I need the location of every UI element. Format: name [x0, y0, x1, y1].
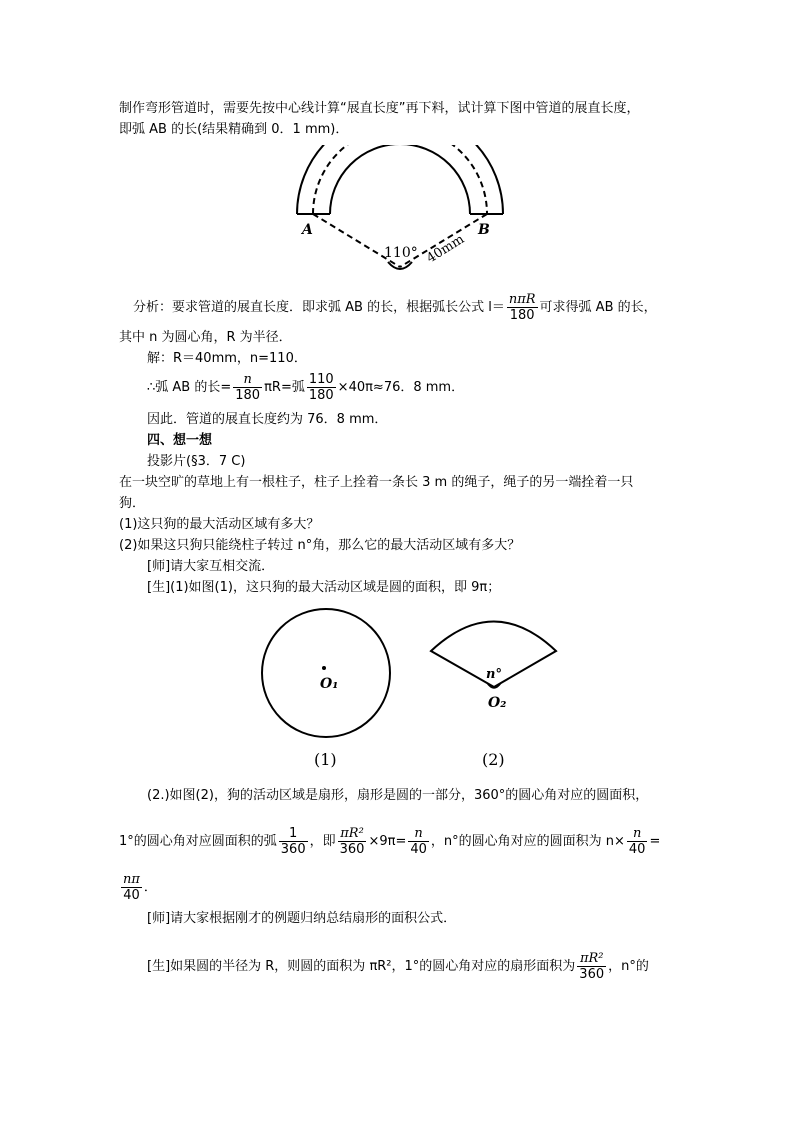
- answer2-fraction-2-num: πR²: [338, 826, 367, 842]
- answer2-fraction-3-num: n: [408, 826, 429, 842]
- calc-fraction-1: [233, 372, 262, 403]
- answer2-fraction-4-den: 40: [628, 842, 646, 857]
- answer2-result-den: 40: [123, 888, 140, 903]
- angle-label: 110°: [384, 245, 418, 261]
- arc-length-formula: [507, 292, 538, 323]
- answer2-result-num: nπ: [123, 872, 140, 887]
- answer2-fraction-3-den: 40: [410, 842, 427, 857]
- calc-fraction-1-den: 180: [235, 388, 261, 403]
- answer2-a: ，即: [309, 834, 336, 849]
- answer2-d: =: [649, 834, 661, 849]
- calc-fraction-2-den: 180: [308, 388, 334, 403]
- arc-length-formula-den: 180: [509, 308, 535, 323]
- answer2-fraction-1-num: 1: [279, 826, 308, 842]
- question-1: (1)这只狗的最大活动区域有多大？: [119, 517, 320, 532]
- solution-given: 解：R＝40mm，n=110．: [147, 351, 307, 366]
- sector-area-num: πR²: [577, 951, 606, 967]
- sector-area-fraction: [577, 951, 606, 982]
- section-heading: 四、想一想: [147, 433, 213, 448]
- teacher-1: [师]请大家互相交流．: [147, 559, 275, 574]
- answer2-result-post: ．: [143, 880, 157, 895]
- answer2-fraction-1-den: 360: [280, 842, 306, 857]
- full-circle: [262, 609, 390, 737]
- answer2-fraction-2: [338, 826, 367, 857]
- calc-post: ×40π≈76．8 mm．: [337, 380, 465, 395]
- solution-calc: [147, 372, 464, 403]
- label-b: B: [478, 222, 490, 238]
- analysis-post: 可求得弧 AB 的长，: [539, 300, 657, 315]
- teacher-2: [师]请大家根据刚才的例题归纳总结扇形的面积公式．: [147, 911, 457, 926]
- caption-2: (2): [482, 750, 505, 769]
- answer2-line-3: [119, 872, 157, 903]
- calc-fraction-2: [307, 372, 336, 403]
- student-2-pre: [生]如果圆的半径为 R，则圆的面积为 πR²，1°的圆心角对应的扇形面积为: [147, 959, 576, 974]
- analysis-line-2: 其中 n 为圆心角，R 为半径．: [119, 330, 292, 345]
- answer2-fraction-4-num: n: [627, 826, 648, 842]
- calc-fraction-2-num: 110: [308, 372, 334, 387]
- student-1: [生](1)如图(1)，这只狗的最大活动区域是圆的面积，即 9π；: [147, 580, 501, 595]
- student-2-post: ，n°的: [608, 959, 649, 974]
- pipe-inner-arc: [330, 145, 470, 214]
- question-2: (2)如果这只狗只能绕柱子转过 n°角，那么它的最大活动区域有多大？: [119, 538, 521, 553]
- analysis-line-1: [133, 292, 657, 323]
- sector-center-label: O₂: [488, 695, 507, 711]
- answer2-fraction-2-den: 360: [339, 842, 365, 857]
- answer2-fraction-4: [627, 826, 648, 857]
- label-a: A: [302, 222, 313, 238]
- answer2-line-1: (2.)如图(2)，狗的活动区域是扇形，扇形是圆的一部分，360°的圆心角对应的圆面积，: [147, 788, 649, 803]
- answer2-line-2: [119, 826, 660, 857]
- pipe-outer-arc: [297, 145, 503, 214]
- calc-pre: ∴弧 AB 的长=: [147, 380, 232, 395]
- intro-line-2: 即弧 AB 的长(结果精确到 0．1 mm)．: [119, 122, 349, 137]
- radius-label: 40mm: [424, 231, 468, 267]
- problem-line-2: 狗．: [119, 496, 146, 511]
- analysis-pre: 分析：要求管道的展直长度．即求弧 AB 的长，根据弧长公式 l＝: [133, 300, 505, 315]
- answer2-fraction-1: [279, 826, 308, 857]
- answer2-fraction-3: [408, 826, 429, 857]
- solution-conclusion: 因此．管道的展直长度约为 76．8 mm．: [147, 412, 388, 427]
- answer2-b: ×9π=: [368, 834, 407, 849]
- arc-length-formula-num: nπR: [508, 292, 536, 307]
- answer2-pre: 1°的圆心角对应圆面积的弧: [119, 834, 277, 849]
- problem-line-1: 在一块空旷的草地上有一根柱子，柱子上拴着一条长 3 m 的绳子，绳子的另一端拴着一只: [119, 475, 634, 490]
- slide-ref: 投影片(§3．7 C): [147, 454, 246, 469]
- answer2-c: ，n°的圆心角对应的圆面积为 n×: [430, 834, 625, 849]
- sector-area-den: 360: [579, 967, 605, 982]
- center-point-o1: [322, 666, 326, 670]
- intro-line-1: 制作弯形管道时，需要先按中心线计算“展直长度”再下料，试计算下图中管道的展直长度，: [119, 101, 640, 116]
- calc-mid: πR=弧: [264, 380, 305, 395]
- answer2-result-fraction: [121, 872, 142, 903]
- sector-angle-label: n°: [486, 667, 502, 682]
- pipe-figure: [285, 145, 515, 280]
- dog-area-figure: [250, 605, 570, 775]
- calc-fraction-1-num: n: [233, 372, 262, 388]
- student-2: [147, 951, 649, 982]
- center-label-o1: O₁: [320, 676, 339, 692]
- caption-1: (1): [314, 750, 337, 769]
